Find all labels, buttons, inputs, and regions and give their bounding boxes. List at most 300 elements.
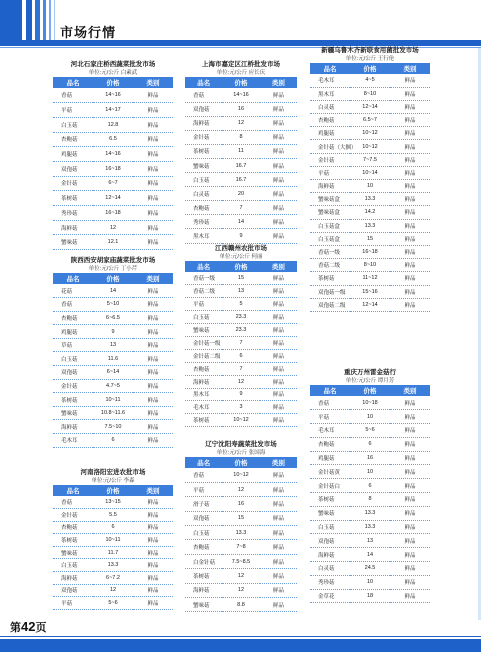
category-value: 鲜品: [390, 74, 430, 87]
product-name: 香菇: [53, 298, 93, 312]
table-row: [185, 158, 297, 172]
category-value: 鲜品: [133, 338, 173, 352]
table-row: [310, 520, 430, 534]
price-value: 11.7: [93, 546, 133, 559]
category-value: 鲜品: [390, 180, 430, 193]
product-name: 平菇: [53, 597, 93, 610]
table-row: [53, 338, 173, 352]
table-row: [185, 116, 297, 130]
product-name: 金针菇: [185, 130, 222, 144]
table-row: [185, 201, 297, 215]
category-value: 鲜品: [133, 103, 173, 118]
column-header: 类别: [260, 77, 297, 88]
table-row: [53, 496, 173, 509]
table-row: [53, 521, 173, 534]
product-name: 双孢菇: [53, 161, 93, 176]
product-name: 平菇: [185, 298, 222, 311]
market-unit-reporter: 单位:元/公斤 谭月芳: [345, 378, 395, 384]
column-header: 类别: [260, 457, 297, 468]
table-row: [53, 117, 173, 132]
category-value: 鲜品: [390, 87, 430, 100]
category-value: 鲜品: [133, 352, 173, 366]
table-row: [310, 74, 430, 87]
table-row: [53, 191, 173, 206]
price-value: 12: [93, 220, 133, 235]
table-row: [310, 589, 430, 603]
category-value: 鲜品: [260, 187, 297, 201]
price-table-header: [310, 385, 430, 396]
product-name: 秀珍菇: [185, 215, 222, 229]
price-table: [53, 77, 173, 250]
table-row: [310, 87, 430, 100]
price-value: 12~14: [93, 191, 133, 206]
table-row: [310, 548, 430, 562]
price-value: 6: [350, 437, 390, 451]
category-value: 鲜品: [260, 298, 297, 311]
product-name: 金针菇: [53, 176, 93, 191]
price-value: 12~14: [350, 100, 390, 113]
table-row: [185, 362, 297, 375]
price-value: 13: [93, 338, 133, 352]
market-block-henan-luoyang: [53, 468, 173, 610]
table-row: [185, 229, 297, 243]
table-row: [185, 468, 297, 482]
table-row: [310, 562, 430, 576]
category-value: 鲜品: [260, 482, 297, 496]
product-name: 双孢菇: [310, 534, 350, 548]
category-value: 鲜品: [390, 127, 430, 140]
product-name: 鸡腿菇: [310, 451, 350, 465]
category-value: 鲜品: [260, 215, 297, 229]
product-name: 香菇一级: [310, 245, 350, 258]
product-name: 茶树菇: [185, 569, 222, 583]
price-value: 6: [222, 349, 259, 362]
category-value: 鲜品: [133, 406, 173, 420]
price-value: 12: [222, 569, 259, 583]
price-value: 12.1: [93, 235, 133, 250]
price-table: [185, 77, 297, 244]
price-value: 23.3: [222, 311, 259, 324]
table-row: [185, 88, 297, 102]
price-value: 13: [350, 534, 390, 548]
price-value: 12: [222, 583, 259, 597]
price-table-header: [185, 457, 297, 468]
column-header: 价格: [222, 457, 259, 468]
footer-bar: [0, 639, 481, 652]
table-row: [53, 235, 173, 250]
market-title: 辽宁沈阳寿蔬菜批发市场: [205, 441, 277, 448]
product-name: 平菇: [310, 410, 350, 424]
column-header: 价格: [350, 385, 390, 396]
category-value: 鲜品: [390, 193, 430, 206]
category-value: 鲜品: [133, 521, 173, 534]
category-value: 鲜品: [390, 114, 430, 127]
product-name: 白玉菇: [53, 352, 93, 366]
price-value: 7: [222, 362, 259, 375]
price-value: 4.7~5: [93, 379, 133, 393]
price-value: 8: [350, 493, 390, 507]
price-value: 16.7: [222, 158, 259, 172]
category-value: 鲜品: [133, 325, 173, 339]
product-name: 白灵菇: [310, 562, 350, 576]
price-value: 13.3: [350, 219, 390, 232]
product-name: 鸡腿菇: [310, 127, 350, 140]
product-name: 香菇二级: [310, 259, 350, 272]
market-unit-reporter: 单位:元/公斤 王行伦: [345, 56, 395, 62]
column-header: 品名: [310, 63, 350, 74]
category-value: 鲜品: [133, 420, 173, 434]
table-row: [185, 324, 297, 337]
category-value: 鲜品: [390, 451, 430, 465]
category-value: 鲜品: [390, 153, 430, 166]
category-value: 鲜品: [390, 548, 430, 562]
price-value: 7~8: [222, 540, 259, 554]
price-value: 9: [93, 325, 133, 339]
table-row: [53, 434, 173, 448]
table-row: [310, 272, 430, 285]
category-value: 鲜品: [133, 132, 173, 147]
header-decoration-bar: [43, 0, 46, 40]
header-decoration-bar: [0, 0, 22, 40]
product-name: 蟹味菇: [185, 158, 222, 172]
product-name: 香菇: [185, 88, 222, 102]
product-name: 海鲜菇: [310, 180, 350, 193]
category-value: 鲜品: [390, 232, 430, 245]
category-value: 鲜品: [390, 506, 430, 520]
product-name: 双孢菇: [185, 102, 222, 116]
category-value: 鲜品: [133, 147, 173, 162]
product-name: 茶树菇: [185, 414, 222, 427]
table-row: [53, 206, 173, 221]
table-row: [185, 598, 297, 612]
price-value: 16: [222, 497, 259, 511]
product-name: 海鲜菇: [185, 375, 222, 388]
page-number: [10, 619, 46, 635]
table-row: [185, 349, 297, 362]
price-table-header: [185, 261, 297, 272]
price-value: 14~16: [93, 88, 133, 103]
product-name: 香菇: [310, 396, 350, 410]
category-value: 鲜品: [390, 219, 430, 232]
table-row: [310, 180, 430, 193]
table-row: [53, 161, 173, 176]
product-name: 蟹味菇盒: [310, 193, 350, 206]
table-row: [53, 103, 173, 118]
price-value: 10~11: [93, 393, 133, 407]
table-row: [185, 511, 297, 525]
price-table: [185, 457, 297, 612]
price-value: 14~16: [222, 88, 259, 102]
price-value: 10~12: [222, 414, 259, 427]
column-header: 类别: [133, 485, 173, 496]
category-value: 鲜品: [260, 144, 297, 158]
product-name: 蟹味菇盒: [310, 206, 350, 219]
table-row: [185, 130, 297, 144]
price-value: 14: [93, 284, 133, 298]
price-value: 6.5~7: [350, 114, 390, 127]
price-value: 12: [222, 375, 259, 388]
table-row: [185, 401, 297, 414]
table-row: [310, 114, 430, 127]
category-value: 鲜品: [390, 493, 430, 507]
product-name: 白玉菇: [53, 559, 93, 572]
price-value: 13.3: [350, 520, 390, 534]
table-row: [310, 166, 430, 179]
column-header: 品名: [53, 77, 93, 88]
page-number-prefix: 第: [10, 622, 21, 634]
table-row: [185, 526, 297, 540]
price-value: 16: [350, 451, 390, 465]
product-name: 白玉菇: [310, 520, 350, 534]
table-row: [310, 493, 430, 507]
product-name: 杏鲍菇: [53, 132, 93, 147]
product-name: 毛木耳: [310, 74, 350, 87]
category-value: 鲜品: [260, 362, 297, 375]
product-name: 杏鲍菇: [185, 201, 222, 215]
price-value: 10~14: [350, 166, 390, 179]
table-row: [185, 173, 297, 187]
price-value: 12~14: [350, 298, 390, 311]
header-decoration-bar: [54, 0, 55, 40]
category-value: 鲜品: [260, 375, 297, 388]
product-name: 花菇: [53, 284, 93, 298]
table-row: [185, 375, 297, 388]
market-title: 河南洛阳宏进农批市场: [80, 469, 146, 476]
table-row: [53, 88, 173, 103]
table-row: [310, 206, 430, 219]
price-value: 5~6: [350, 424, 390, 438]
product-name: 香菇一级: [185, 272, 222, 285]
product-name: 杏鲍菇: [185, 362, 222, 375]
product-name: 滑子菇: [185, 497, 222, 511]
product-name: 白玉菇: [185, 311, 222, 324]
category-value: 鲜品: [133, 206, 173, 221]
table-row: [53, 379, 173, 393]
product-name: 白灵菇: [310, 100, 350, 113]
price-value: 16: [222, 102, 259, 116]
market-unit-reporter: 单位:元/公斤 张国海: [216, 450, 266, 456]
price-value: 11.6: [93, 352, 133, 366]
table-row: [310, 506, 430, 520]
table-row: [310, 193, 430, 206]
table-row: [310, 219, 430, 232]
column-header: 价格: [222, 261, 259, 272]
category-value: 鲜品: [133, 117, 173, 132]
product-name: 双孢菇: [53, 366, 93, 380]
product-name: 平菇: [185, 482, 222, 496]
table-row: [310, 100, 430, 113]
category-value: 鲜品: [260, 201, 297, 215]
table-row: [53, 298, 173, 312]
product-name: 白玉菇盒: [310, 219, 350, 232]
price-value: 5: [222, 298, 259, 311]
market-unit-reporter: 单位:元/公斤 白素武: [88, 70, 138, 76]
product-name: 茶树菇: [310, 493, 350, 507]
category-value: 鲜品: [390, 424, 430, 438]
page-number-value: 42: [21, 619, 36, 634]
column-header: 类别: [390, 385, 430, 396]
category-value: 鲜品: [260, 311, 297, 324]
product-name: 白金针菇: [185, 554, 222, 568]
table-row: [310, 285, 430, 298]
table-row: [53, 325, 173, 339]
price-table-header: [310, 63, 430, 74]
market-title: 重庆万州雷金菇行: [344, 369, 396, 376]
column-header: 品名: [53, 273, 93, 284]
price-value: 6~7: [93, 176, 133, 191]
product-name: 草菇: [53, 338, 93, 352]
product-name: 海鲜菇: [185, 583, 222, 597]
table-row: [53, 572, 173, 585]
section-title: 市场行情: [60, 25, 117, 40]
price-value: 13.3: [350, 506, 390, 520]
market-block-chongqing-wanzhou: [310, 368, 430, 603]
price-value: 12: [222, 482, 259, 496]
price-value: 9: [222, 388, 259, 401]
product-name: 双孢菇二级: [310, 298, 350, 311]
price-table-header: [53, 485, 173, 496]
category-value: 鲜品: [390, 272, 430, 285]
product-name: 杏鲍菇: [53, 311, 93, 325]
price-value: 6.5: [93, 132, 133, 147]
header-decoration-bar: [35, 0, 40, 40]
table-row: [53, 176, 173, 191]
column-header: 品名: [53, 485, 93, 496]
market-block-shaanxi-xian: [53, 256, 173, 448]
price-value: 10~18: [350, 396, 390, 410]
table-row: [310, 232, 430, 245]
product-name: 金针菇: [53, 379, 93, 393]
price-value: 10~11: [93, 534, 133, 547]
product-name: 蟹味菇: [185, 598, 222, 612]
table-row: [310, 153, 430, 166]
category-value: 鲜品: [133, 597, 173, 610]
category-value: 鲜品: [260, 324, 297, 337]
category-value: 鲜品: [390, 410, 430, 424]
price-value: 7.5~8.5: [222, 554, 259, 568]
category-value: 鲜品: [260, 511, 297, 525]
category-value: 鲜品: [133, 191, 173, 206]
category-value: 鲜品: [390, 534, 430, 548]
category-value: 鲜品: [260, 272, 297, 285]
table-row: [185, 285, 297, 298]
category-value: 鲜品: [390, 259, 430, 272]
category-value: 鲜品: [390, 245, 430, 258]
product-name: 茶树菇: [53, 393, 93, 407]
product-name: 茶树菇: [53, 534, 93, 547]
price-table-header: [53, 273, 173, 284]
price-table: [310, 385, 430, 603]
product-name: 双孢菇一级: [310, 285, 350, 298]
category-value: 鲜品: [390, 285, 430, 298]
price-table: [53, 273, 173, 448]
category-value: 鲜品: [260, 583, 297, 597]
table-row: [53, 352, 173, 366]
table-row: [53, 509, 173, 522]
price-value: 10~12: [350, 140, 390, 153]
column-header: 类别: [133, 77, 173, 88]
category-value: 鲜品: [133, 379, 173, 393]
price-value: 16~18: [93, 161, 133, 176]
category-value: 鲜品: [260, 497, 297, 511]
price-value: 8: [222, 130, 259, 144]
market-title: 上海市嘉定区江桥批发市场: [202, 61, 280, 68]
price-value: 3: [222, 401, 259, 414]
category-value: 鲜品: [390, 465, 430, 479]
product-name: 蟹味菇: [310, 506, 350, 520]
market-block-hebei-shijiazhuang: [53, 60, 173, 250]
table-row: [185, 187, 297, 201]
product-name: 平菇: [310, 166, 350, 179]
column-header: 品名: [310, 385, 350, 396]
product-name: 香菇: [53, 496, 93, 509]
price-value: 5~6: [93, 597, 133, 610]
product-name: 金针菇（大捆）: [310, 140, 350, 153]
product-name: 秀珍菇: [53, 206, 93, 221]
product-name: 海鲜菇: [53, 420, 93, 434]
market-unit-reporter: 单位:元/公斤 何丽: [219, 254, 263, 260]
table-row: [185, 336, 297, 349]
category-value: 鲜品: [133, 534, 173, 547]
category-value: 鲜品: [260, 229, 297, 243]
category-value: 鲜品: [133, 572, 173, 585]
category-value: 鲜品: [133, 311, 173, 325]
category-value: 鲜品: [390, 589, 430, 603]
price-table-header: [185, 77, 297, 88]
price-value: 15~16: [350, 285, 390, 298]
market-unit-reporter: 单位:元/公斤 应长庆: [216, 70, 266, 76]
category-value: 鲜品: [133, 509, 173, 522]
market-title: 新疆乌鲁木齐新联食用菌批发市场: [321, 47, 419, 54]
table-row: [185, 311, 297, 324]
table-row: [185, 272, 297, 285]
category-value: 鲜品: [133, 235, 173, 250]
product-name: 秀珍菇: [310, 575, 350, 589]
price-value: 6~6.5: [93, 311, 133, 325]
product-name: 金针菇: [53, 509, 93, 522]
category-value: 鲜品: [260, 468, 297, 482]
product-name: 毛木耳: [53, 434, 93, 448]
category-value: 鲜品: [260, 540, 297, 554]
table-row: [310, 410, 430, 424]
table-row: [310, 437, 430, 451]
price-value: 12: [93, 584, 133, 597]
price-value: 14: [222, 215, 259, 229]
price-table: [185, 261, 297, 427]
product-name: 香菇: [53, 88, 93, 103]
column-header: 类别: [260, 261, 297, 272]
price-value: 23.3: [222, 324, 259, 337]
price-value: 10: [350, 575, 390, 589]
price-value: 8~10: [350, 87, 390, 100]
price-value: 7~7.5: [350, 153, 390, 166]
product-name: 金针菇黄: [310, 465, 350, 479]
page-number-suffix: 页: [35, 622, 47, 634]
price-value: 8~10: [350, 259, 390, 272]
table-row: [53, 366, 173, 380]
product-name: 杏鲍菇: [185, 540, 222, 554]
category-value: 鲜品: [133, 161, 173, 176]
table-row: [53, 584, 173, 597]
column-header: 价格: [93, 77, 133, 88]
category-value: 鲜品: [260, 88, 297, 102]
price-value: 10~12: [350, 127, 390, 140]
price-value: 4~5: [350, 74, 390, 87]
price-value: 6: [93, 434, 133, 448]
product-name: 金针菇二级: [185, 349, 222, 362]
table-row: [53, 534, 173, 547]
table-row: [185, 298, 297, 311]
